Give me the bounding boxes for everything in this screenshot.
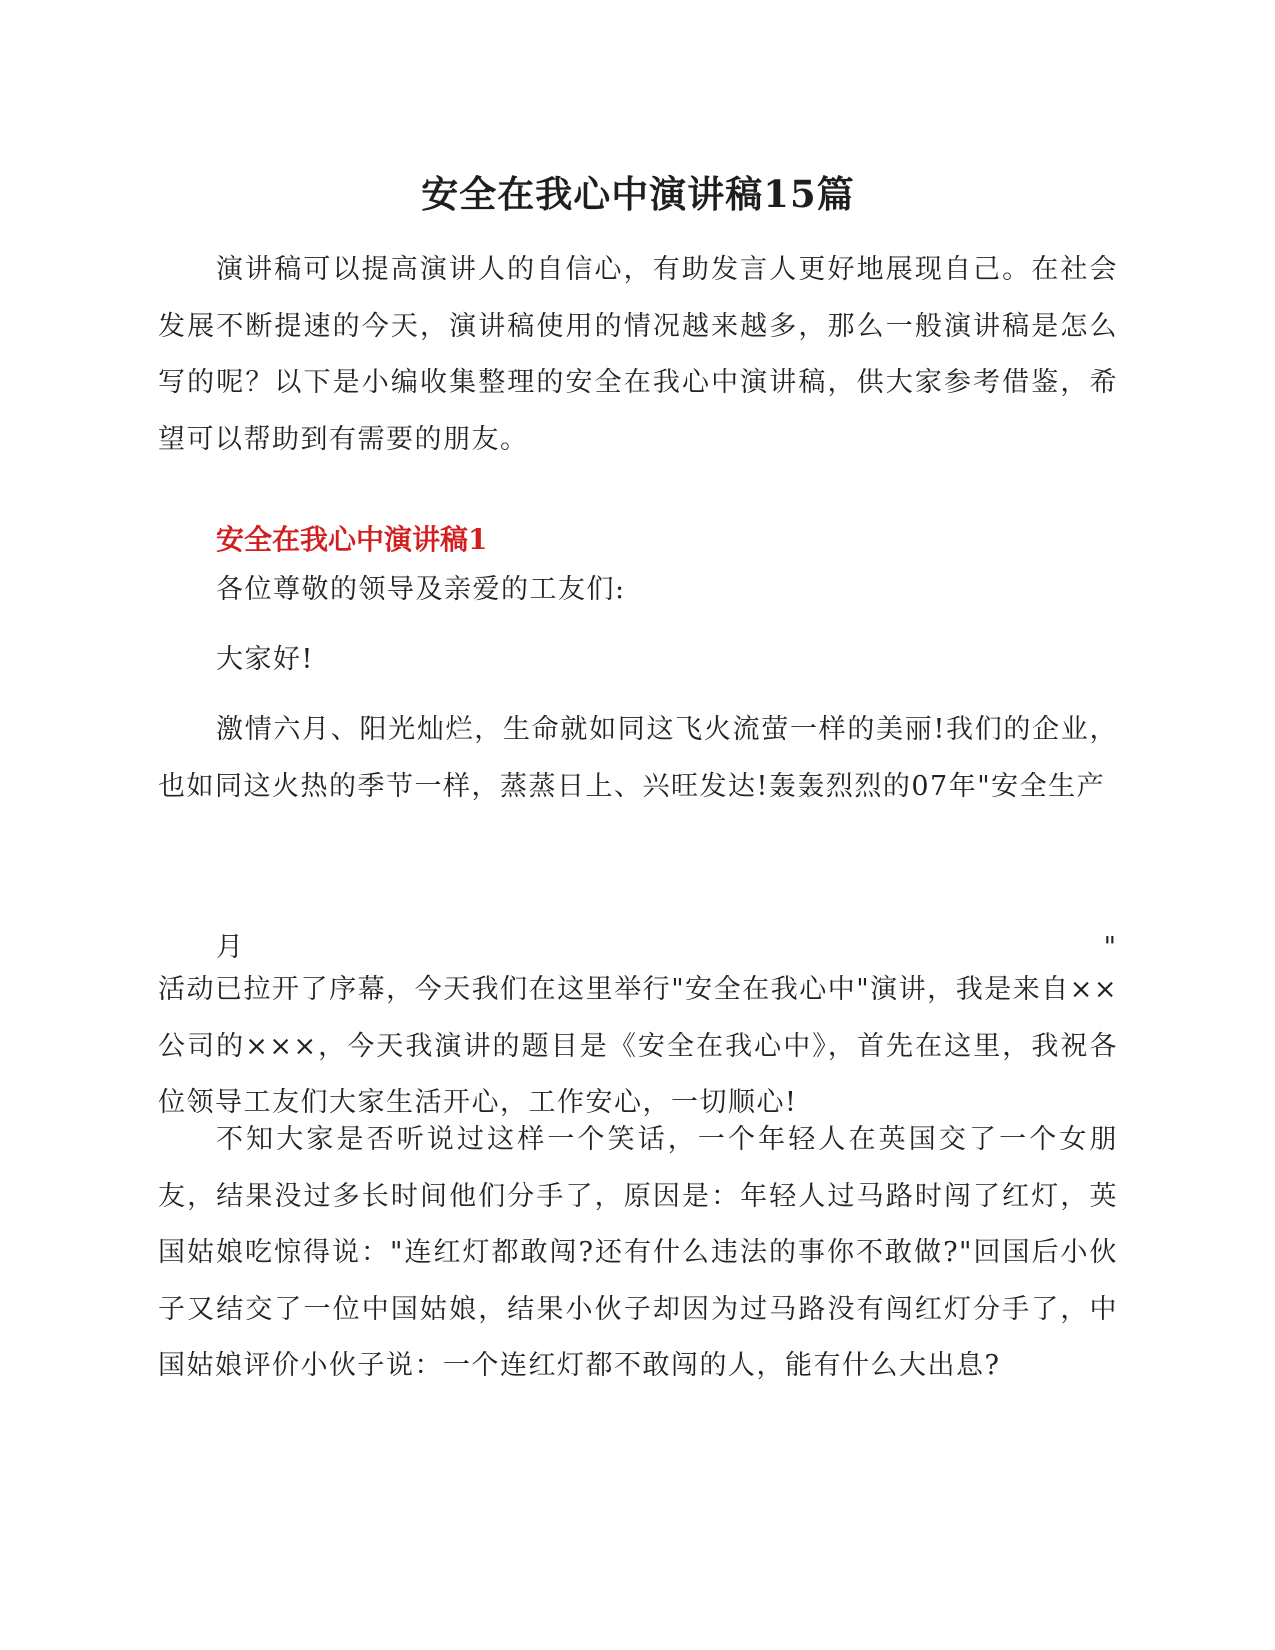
body-paragraph-1: 激情六月、阳光灿烂，生命就如同这飞火流萤一样的美丽!我们的企业，也如同这火热的季节一样，蒸蒸日上、兴旺发达!轰轰烈烈的07年"安全生产 [158, 714, 1118, 802]
month-word: 月 [216, 932, 243, 963]
body-paragraph-3: 不知大家是否听说过这样一个笑话，一个年轻人在英国交了一个女朋友，结果没过多长时间他们分手了，原因是：年轻人过马路时闯了红灯，英国姑娘吃惊得说："连红灯都敢闯?还有什么违法的事你不敢做?"回国后小伙子又结交了一位中国姑娘，结果小伙子却因为过马路没有闯红灯分手了，中国姑娘评价小伙子说：一个连红灯都不敢闯的人，能有什么大出息? [158, 1124, 1118, 1381]
document-title: 安全在我心中演讲稿15篇 [421, 172, 855, 216]
greeting-paragraph: 大家好! [216, 644, 314, 675]
closing-quote-mark: " [1103, 932, 1116, 963]
section-heading: 安全在我心中演讲稿1 [216, 523, 488, 556]
intro-paragraph: 演讲稿可以提高演讲人的自信心，有助发言人更好地展现自己。在社会发展不断提速的今天，演讲稿使用的情况越来越多，那么一般演讲稿是怎么写的呢？以下是小编收集整理的安全在我心中演讲稿，供大家参考借鉴，希望可以帮助到有需要的朋友。 [158, 254, 1118, 455]
salutation-paragraph: 各位尊敬的领导及亲爱的工友们: [216, 574, 626, 605]
body-paragraph-2: 活动已拉开了序幕，今天我们在这里举行"安全在我心中"演讲，我是来自××公司的×××，今天我演讲的题目是《安全在我心中》，首先在这里，我祝各位领导工友们大家生活开心，工作安心，一切顺心! [158, 974, 1118, 1118]
